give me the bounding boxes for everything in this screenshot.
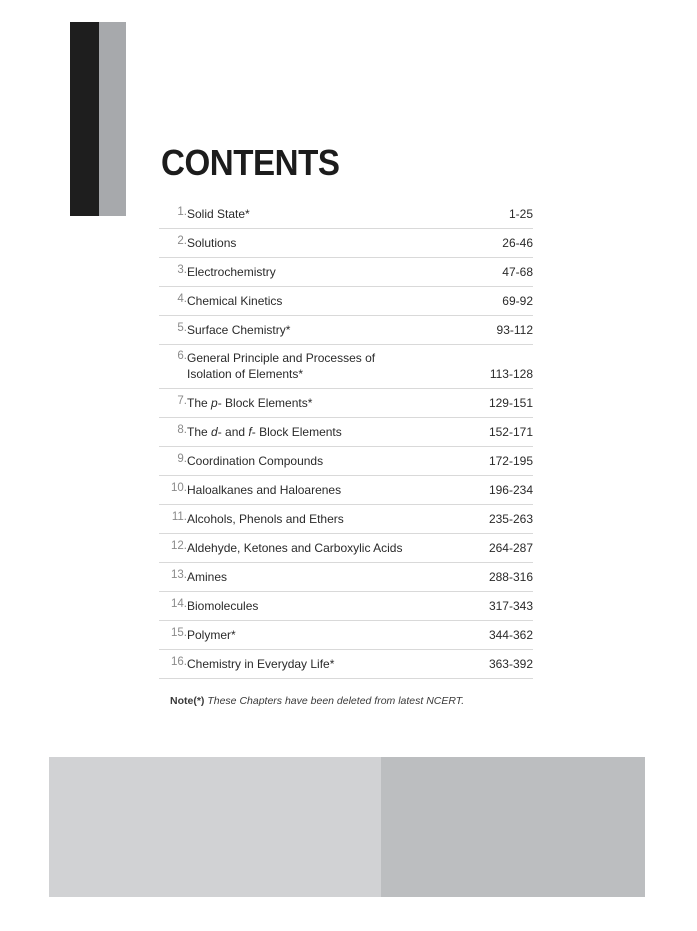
- chapter-number: 2.: [177, 235, 187, 247]
- toc-row: [159, 316, 533, 345]
- chapter-pages: 235-263: [488, 512, 533, 526]
- chapter-number: 15.: [171, 627, 187, 639]
- table-of-contents: [159, 200, 533, 679]
- chapter-number: 6.: [177, 350, 187, 362]
- chapter-pages: 47-68: [502, 265, 533, 279]
- chapter-pages: 317-343: [488, 599, 533, 613]
- chapter-title: Surface Chemistry*: [187, 323, 291, 337]
- chapter-title: Amines: [187, 570, 228, 584]
- toc-row: [159, 621, 533, 650]
- chapter-title: The p- Block Elements*: [187, 396, 313, 410]
- decorative-light-block: [49, 757, 381, 897]
- chapter-number: 3.: [177, 264, 187, 276]
- chapter-title: Electrochemistry: [187, 265, 276, 279]
- chapter-pages: 129-151: [488, 396, 533, 410]
- note-label: Note(*): [170, 695, 205, 707]
- toc-row: [159, 476, 533, 505]
- toc-row: [159, 229, 533, 258]
- chapter-title: The d- and f- Block Elements: [187, 425, 342, 439]
- chapter-number: 12.: [171, 540, 187, 552]
- toc-row: [159, 505, 533, 534]
- chapter-title: Chemical Kinetics: [187, 294, 283, 308]
- note-text: These Chapters have been deleted from latest NCERT.: [204, 695, 465, 707]
- chapter-number: 8.: [177, 424, 187, 436]
- chapter-number: 13.: [171, 569, 187, 581]
- toc-row: [159, 389, 533, 418]
- chapter-number: 1.: [177, 206, 187, 218]
- toc-row: [159, 418, 533, 447]
- toc-row: [159, 650, 533, 679]
- chapter-pages: 93-112: [496, 323, 533, 337]
- chapter-title: Solid State*: [187, 207, 250, 221]
- chapter-title: General Principle and Processes of Isolation of Elements*: [187, 351, 376, 381]
- chapter-pages: 344-362: [488, 628, 533, 642]
- chapter-title: Polymer*: [187, 628, 236, 642]
- chapter-number: 7.: [177, 395, 187, 407]
- chapter-number: 5.: [177, 322, 187, 334]
- chapter-pages: 69-92: [502, 294, 533, 308]
- decorative-dark-bar: [70, 22, 99, 216]
- chapter-title: Chemistry in Everyday Life*: [187, 657, 335, 671]
- chapter-pages: 196-234: [488, 483, 533, 497]
- chapter-number: 10.: [171, 482, 187, 494]
- chapter-title: Alcohols, Phenols and Ethers: [187, 512, 344, 526]
- toc-row: [159, 563, 533, 592]
- chapter-number: 9.: [177, 453, 187, 465]
- chapter-pages: 363-392: [488, 657, 533, 671]
- footnote: [170, 695, 464, 707]
- chapter-number: 16.: [171, 656, 187, 668]
- toc-row: [159, 258, 533, 287]
- toc-row: [159, 200, 533, 229]
- chapter-title: Biomolecules: [187, 599, 259, 613]
- toc-row: [159, 534, 533, 563]
- page-title: CONTENTS: [161, 142, 340, 183]
- chapter-number: 4.: [177, 293, 187, 305]
- chapter-number: 11.: [171, 511, 187, 523]
- chapter-pages: 152-171: [488, 425, 533, 439]
- chapter-number: 14.: [171, 598, 187, 610]
- chapter-pages: 26-46: [502, 236, 533, 250]
- chapter-pages: 1-25: [508, 207, 533, 221]
- toc-row: [159, 592, 533, 621]
- chapter-title: Solutions: [187, 236, 237, 250]
- chapter-pages: 288-316: [488, 570, 533, 584]
- chapter-title: Aldehyde, Ketones and Carboxylic Acids: [187, 541, 403, 555]
- chapter-title: Coordination Compounds: [187, 454, 324, 468]
- toc-row: [159, 287, 533, 316]
- toc-row: [159, 345, 533, 389]
- chapter-pages: 113-128: [489, 367, 533, 381]
- chapter-pages: 264-287: [488, 541, 533, 555]
- toc-row: [159, 447, 533, 476]
- decorative-gray-bar: [99, 22, 126, 216]
- decorative-dark-block: [381, 757, 645, 897]
- chapter-title: Haloalkanes and Haloarenes: [187, 483, 342, 497]
- chapter-pages: 172-195: [488, 454, 533, 468]
